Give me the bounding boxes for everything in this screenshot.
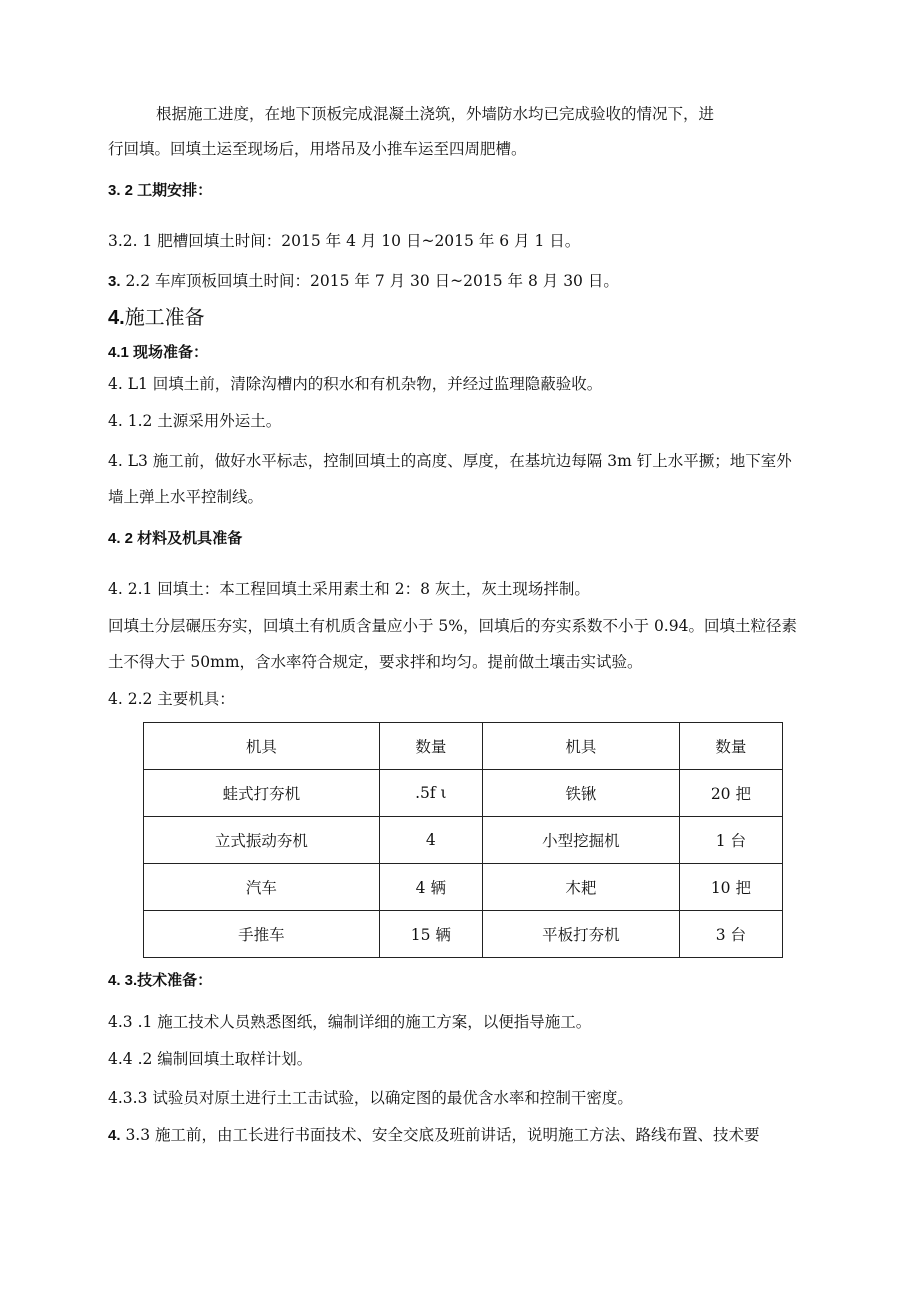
table-cell: .5f ι — [379, 770, 482, 817]
table-cell: 平板打夯机 — [482, 911, 679, 958]
header-cell: 机具 — [482, 723, 679, 770]
section-4-3-4-number: 4. — [108, 1127, 121, 1144]
section-4-3-title: 4. 3.技术准备： — [108, 972, 213, 989]
table-cell: 手推车 — [144, 911, 380, 958]
table-row — [144, 911, 783, 958]
table-cell: 15 辆 — [379, 911, 482, 958]
table-cell: 4 — [379, 817, 482, 864]
section-4-2-title: 4. 2 材料及机具准备 — [108, 530, 243, 547]
section-4-1-1: 4. L1 回填土前，清除沟槽内的积水和有机杂物，并经过监理隐蔽验收。 — [108, 375, 603, 393]
intro-line-1: 根据施工进度，在地下顶板完成混凝土浇筑，外墙防水均已完成验收的情况下，进 — [156, 105, 715, 123]
machinery-table — [143, 722, 783, 958]
table-cell: 1 台 — [679, 817, 782, 864]
section-4-2-2: 4. 2.2 主要机具： — [108, 690, 235, 708]
section-4-1-3-line-1: 4. L3 施工前，做好水平标志，控制回填土的高度、厚度，在基坑边每隔 3m 钉上水平撅；地下室外 — [108, 452, 792, 470]
table-cell: 20 把 — [679, 770, 782, 817]
section-4-3-3: 4.3.3 试验员对原土进行土工击试验，以确定图的最优含水率和控制干密度。 — [108, 1089, 633, 1107]
section-4-2-1: 4. 2.1 回填土：本工程回填土采用素土和 2：8 灰土，灰土现场拌制。 — [108, 580, 590, 598]
table-row — [144, 770, 783, 817]
table-cell: 立式振动夯机 — [144, 817, 380, 864]
table-cell: 铁锹 — [482, 770, 679, 817]
section-3-2-title: 3. 2 工期安排： — [108, 182, 213, 199]
section-4-heading — [108, 306, 205, 329]
section-4-number: 4. — [108, 307, 125, 329]
section-4-2-1-detail-line-1: 回填土分层碾压夯实，回填土有机质含量应小于 5%，回填后的夯实系数不小于 0.94。回填土粒径素 — [108, 617, 797, 635]
section-4-2-1-detail-line-2: 土不得大于 50mm，含水率符合规定，要求拌和均匀。提前做土壤击实试验。 — [108, 653, 643, 671]
section-4-1-3-line-2: 墙上弹上水平控制线。 — [108, 488, 264, 506]
table-row — [144, 817, 783, 864]
section-4-title: 施工准备 — [124, 305, 205, 329]
section-3-2-2 — [108, 270, 619, 293]
table-cell: 3 台 — [679, 911, 782, 958]
header-cell: 数量 — [379, 723, 482, 770]
table-cell: 木耙 — [482, 864, 679, 911]
intro-line-2: 行回填。回填土运至现场后，用塔吊及小推车运至四周肥槽。 — [108, 140, 527, 158]
section-3-2-2-text: 2.2 车库顶板回填土时间：2015 年 7 月 30 日~2015 年 8 月 30 日。 — [120, 272, 619, 290]
header-cell: 数量 — [679, 723, 782, 770]
section-3-2-1: 3.2. 1 肥槽回填土时间：2015 年 4 月 10 日~2015 年 6 月 1 日。 — [108, 232, 581, 250]
table-row — [144, 864, 783, 911]
section-4-1-title: 4.1 现场准备： — [108, 344, 209, 361]
section-4-3-4-text: 3.3 施工前，由工长进行书面技术、安全交底及班前讲话，说明施工方法、路线布置、技术要 — [120, 1126, 760, 1144]
table-cell: 小型挖掘机 — [482, 817, 679, 864]
section-4-3-2: 4.4 .2 编制回填土取样计划。 — [108, 1050, 313, 1068]
table-cell: 蛙式打夯机 — [144, 770, 380, 817]
table-cell: 汽车 — [144, 864, 380, 911]
section-4-3-1: 4.3 .1 施工技术人员熟悉图纸，编制详细的施工方案，以便指导施工。 — [108, 1013, 592, 1031]
table-cell: 4 辆 — [379, 864, 482, 911]
section-4-1-2: 4. 1.2 土源采用外运土。 — [108, 412, 282, 430]
header-cell: 机具 — [144, 723, 380, 770]
table-cell: 10 把 — [679, 864, 782, 911]
table-header-row — [144, 723, 783, 770]
section-3-2-2-number: 3. — [108, 273, 121, 290]
section-4-3-4 — [108, 1124, 760, 1147]
